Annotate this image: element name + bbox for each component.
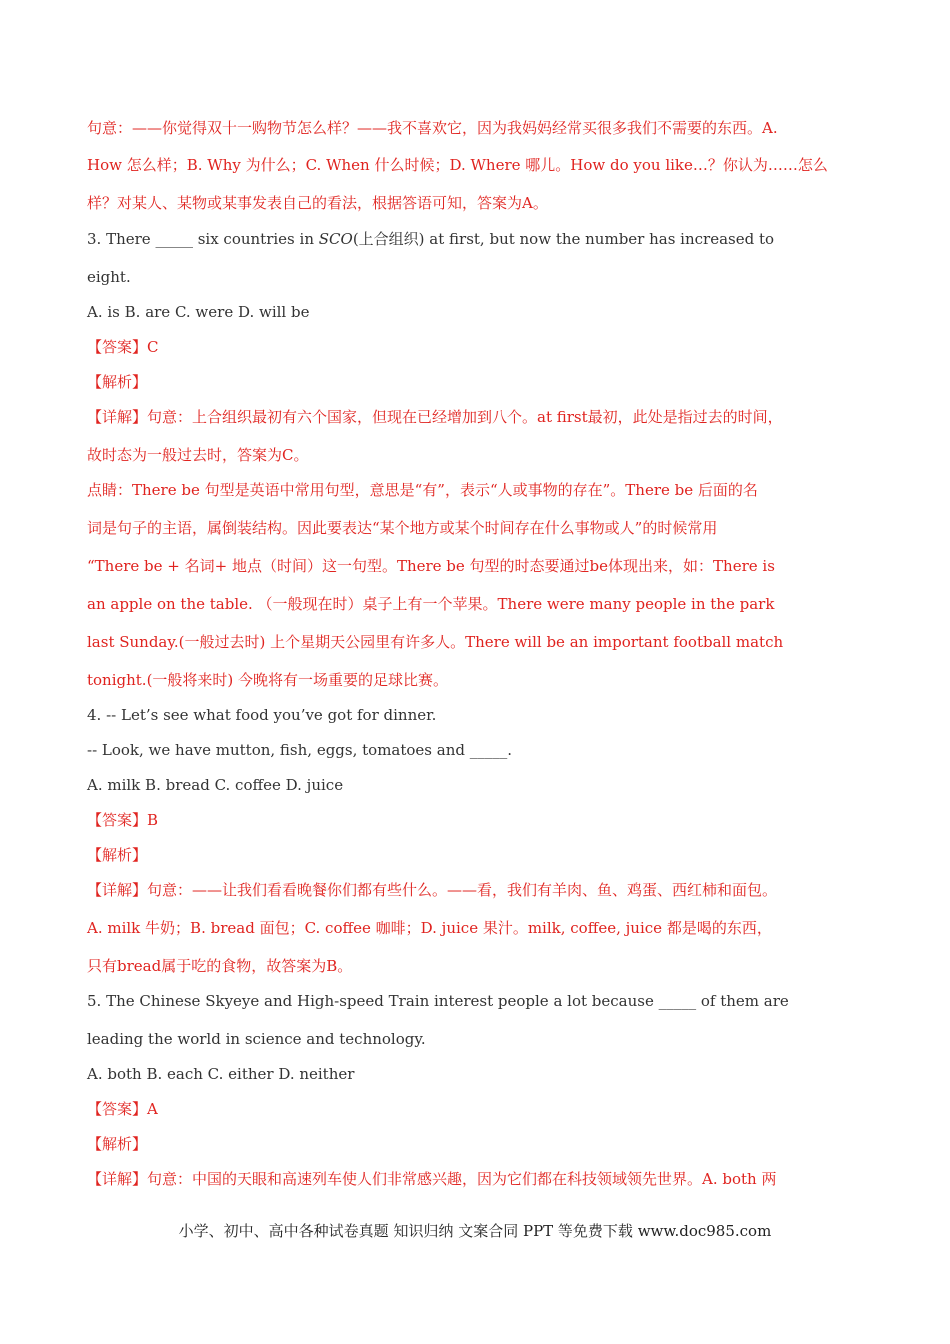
q3-answer: 【答案】C (87, 338, 159, 356)
q3-options: A. is B. are C. were D. will be (87, 303, 310, 321)
q3-detail-line-1: 【详解】句意：上合组织最初有六个国家，但现在已经增加到八个。at first最初，此处是指过去的时间， (87, 408, 783, 426)
q3-point-line-2: 词是句子的主语，属倒装结构。因此要表达“某个地方或某个时间存在什么事物或人”的时候常用 (87, 519, 718, 537)
q3-point-line-6: tonight.(一般将来时) 今晚将有一场重要的足球比赛。 (87, 671, 449, 689)
q5-options: A. both B. each C. either D. neither (87, 1065, 355, 1083)
q3-stem-b: (上合组织) at first, but now the number has increased to (352, 230, 775, 248)
q3-analysis-heading: 【解析】 (87, 373, 148, 391)
q3-stem-line-2: eight. (87, 268, 131, 286)
q5-stem-line-1: 5. The Chinese Skyeye and High-speed Train interest people a lot because _____ of them are (87, 992, 789, 1010)
q3-stem-a: 3. There _____ six countries in (87, 230, 319, 248)
q3-detail-line-2: 故时态为一般过去时，答案为C。 (87, 446, 309, 464)
q4-stem-line-1: 4. -- Let’s see what food you’ve got for dinner. (87, 706, 437, 724)
q5-stem-line-2: leading the world in science and technology. (87, 1030, 426, 1048)
q2-explain-line-2: How 怎么样；B. Why 为什么；C. When 什么时候；D. Where 哪儿。How do you like…？你认为……怎么 (87, 156, 828, 174)
q2-explain-line-3: 样？对某人、某物或某事发表自己的看法，根据答语可知，答案为A。 (87, 194, 548, 212)
q4-detail-line-2: A. milk 牛奶；B. bread 面包；C. coffee 咖啡；D. juice 果汁。milk, coffee, juice 都是喝的东西， (87, 919, 772, 937)
q3-point-line-4: an apple on the table. （一般现在时）桌子上有一个苹果。There were many people in the park (87, 595, 775, 613)
q5-answer: 【答案】A (87, 1100, 158, 1118)
q3-stem-sco: SCO (318, 230, 353, 248)
q4-stem-line-2: -- Look, we have mutton, fish, eggs, tomatoes and _____. (87, 741, 513, 759)
q3-point-line-1: 点睛：There be 句型是英语中常用句型，意思是“有”，表示“人或事物的存在”。There be 后面的名 (87, 481, 758, 499)
q5-analysis-heading: 【解析】 (87, 1135, 148, 1153)
q5-detail-line-1: 【详解】句意：中国的天眼和高速列车使人们非常感兴趣，因为它们都在科技领域领先世界。A. both 两 (87, 1170, 777, 1188)
q3-point-line-5: last Sunday.(一般过去时) 上个星期天公园里有许多人。There will be an important football match (87, 633, 784, 651)
page-footer: 小学、初中、高中各种试卷真题 知识归纳 文案合同 PPT 等免费下载 www.doc985.com (178, 1222, 772, 1240)
q4-options: A. milk B. bread C. coffee D. juice (87, 776, 344, 794)
q4-detail-line-1: 【详解】句意：——让我们看看晚餐你们都有些什么。——看，我们有羊肉、鱼、鸡蛋、西红柿和面包。 (87, 881, 778, 899)
q4-detail-line-3: 只有bread属于吃的食物，故答案为B。 (87, 957, 353, 975)
q2-explain-line-1: 句意：——你觉得双十一购物节怎么样？——我不喜欢它，因为我妈妈经常买很多我们不需要的东西。A. (87, 119, 778, 137)
q3-stem-line-1 (87, 229, 774, 249)
q3-point-line-3: “There be + 名词+ 地点（时间）这一句型。There be 句型的时态要通过be体现出来，如：There is (87, 557, 775, 575)
q4-analysis-heading: 【解析】 (87, 846, 148, 864)
q4-answer: 【答案】B (87, 811, 159, 829)
